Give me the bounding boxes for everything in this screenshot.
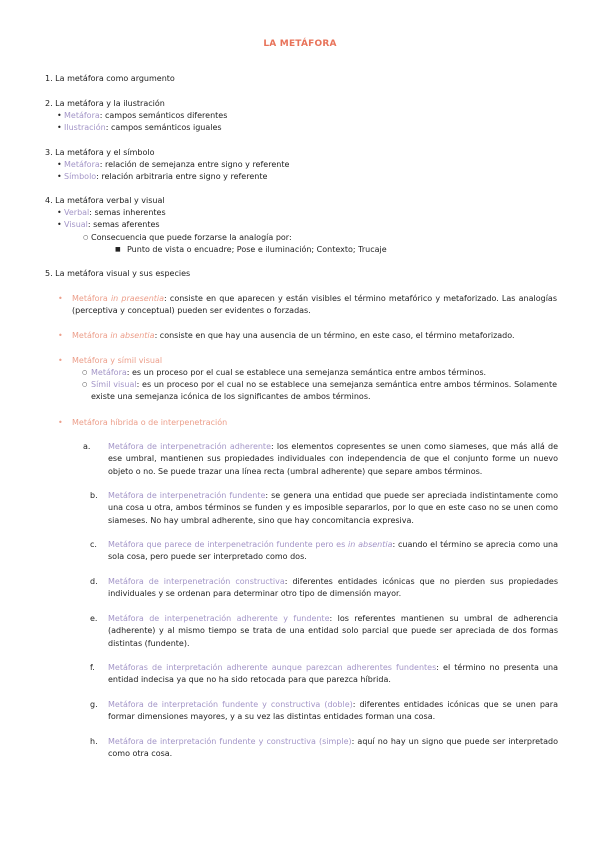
sub-list-item: ○ Metáfora: es un proceso por el cual se establece una semejanza semántica entre ambos términos. — [91, 367, 557, 379]
lettered-item-d: d. Metáfora de interpenetración constructiva: diferentes entidades icónicas que no pierden sus propiedades individuales y se ordenan para determinar otro tipo de dimensión mayor. — [90, 577, 558, 599]
bullet-icon: • — [57, 123, 62, 132]
lettered-item-c: c. Metáfora que parece de interpenetración fundente pero es in absentia: cuando el término se aprecia como una sola cosa, pero puede ser interpretado como dos. — [90, 540, 558, 562]
lettered-item-g: g. Metáfora de interpretación fundente y constructiva (doble): diferentes entidades icónicas que se unen para formar dimensiones mayores, y a su vez las distintas entidades forman una cosa. — [90, 700, 558, 722]
square-bullet-icon: ■ — [115, 246, 121, 253]
document-title: LA METÁFORA — [263, 39, 337, 49]
paragraph-simil-visual: • Metáfora y símil visual — [72, 355, 557, 367]
bullet-icon: • — [57, 160, 62, 169]
paragraph-in-praesentia: • Metáfora in praesentia: consiste en que aparecen y están visibles el término metafórico y metaforizado. Las analogías (perceptiva y conceptual) pueden ser evidentes o forzadas. — [58, 294, 558, 316]
bullet-icon: • — [58, 331, 63, 340]
section-2-heading: 2. La metáfora y la ilustración — [45, 99, 165, 108]
section-1-heading: 1. La metáfora como argumento — [45, 74, 175, 83]
lettered-item-a: a. Metáfora de interpenetración adherente: los elementos copresentes se unen como siameses, que más allá de ese umbral, mantienen sus propiedades individuales con independencia de que el conjunto forme un nuevo objeto o no. Se puede trazar una línea recta (umbral adherente) que separe ambos términos. — [83, 442, 559, 476]
circle-bullet-icon: ○ — [83, 234, 89, 241]
paragraph-hibrida: • Metáfora híbrida o de interpenetración — [72, 417, 557, 429]
section-3-heading: 3. La metáfora y el símbolo — [45, 148, 155, 157]
list-item: • Metáfora: relación de semejanza entre signo y referente — [64, 159, 564, 171]
bullet-icon: • — [58, 418, 63, 427]
sub-list-item: ○ Consecuencia que puede forzarse la analogía por: — [91, 232, 292, 244]
section-5-heading: 5. La metáfora visual y sus especies — [45, 269, 191, 278]
bullet-icon: • — [57, 172, 62, 181]
bullet-icon: • — [58, 356, 63, 365]
bullet-icon: • — [57, 111, 62, 120]
sub-list-item: ○ Símil visual: es un proceso por el cual no se establece una semejanza semántica entre ambos términos. Solamente existe una semejanza icónica de los significantes de ambos términos. — [82, 380, 558, 402]
lettered-item-h: h. Metáfora de interpretación fundente y constructiva (simple): aquí no hay un signo que puede ser interpretado como otra cosa. — [90, 737, 558, 759]
list-item: • Ilustración: campos semánticos iguales — [64, 122, 564, 134]
list-item: • Visual: semas aferentes — [64, 219, 564, 231]
section-4-heading: 4. La metáfora verbal y visual — [45, 196, 165, 205]
circle-bullet-icon: ○ — [82, 369, 88, 376]
circle-bullet-icon: ○ — [82, 381, 88, 388]
list-item: • Verbal: semas inherentes — [64, 207, 564, 219]
list-item: • Metáfora: campos semánticos diferentes — [64, 110, 564, 122]
lettered-item-f: f. Metáforas de interpretación adherente aunque parezcan adherentes fundentes: el término no presenta una entidad indecisa ya que no ha sido retocada para que parezca híbrida. — [90, 663, 559, 685]
sub-sub-list-item: ■ Punto de vista o encuadre; Pose e iluminación; Contexto; Trucaje — [127, 244, 387, 256]
list-item: • Símbolo: relación arbitraria entre signo y referente — [64, 171, 564, 183]
lettered-item-e: e. Metáfora de interpenetración adherente y fundente: los referentes mantienen su umbral de adherencia (adherente) y al mismo tiempo se trata de una entidad solo parcial que puede ser apreciada de dos formas distintas (fundente). — [90, 614, 558, 648]
bullet-icon: • — [57, 208, 62, 217]
bullet-icon: • — [58, 294, 63, 303]
bullet-icon: • — [57, 220, 62, 229]
lettered-item-b: b. Metáfora de interpenetración fundente: se genera una entidad que puede ser apreciada indistintamente como una cosa u otra, ambos términos se funden y es imposible separarlos, por lo que en este caso no se unen como siameses. No hay umbral adherente, sino que hay concomitancia expresiva. — [90, 491, 558, 525]
paragraph-in-absentia: • Metáfora in absentia: consiste en que hay una ausencia de un término, en este caso, el término metaforizado. — [72, 330, 557, 342]
